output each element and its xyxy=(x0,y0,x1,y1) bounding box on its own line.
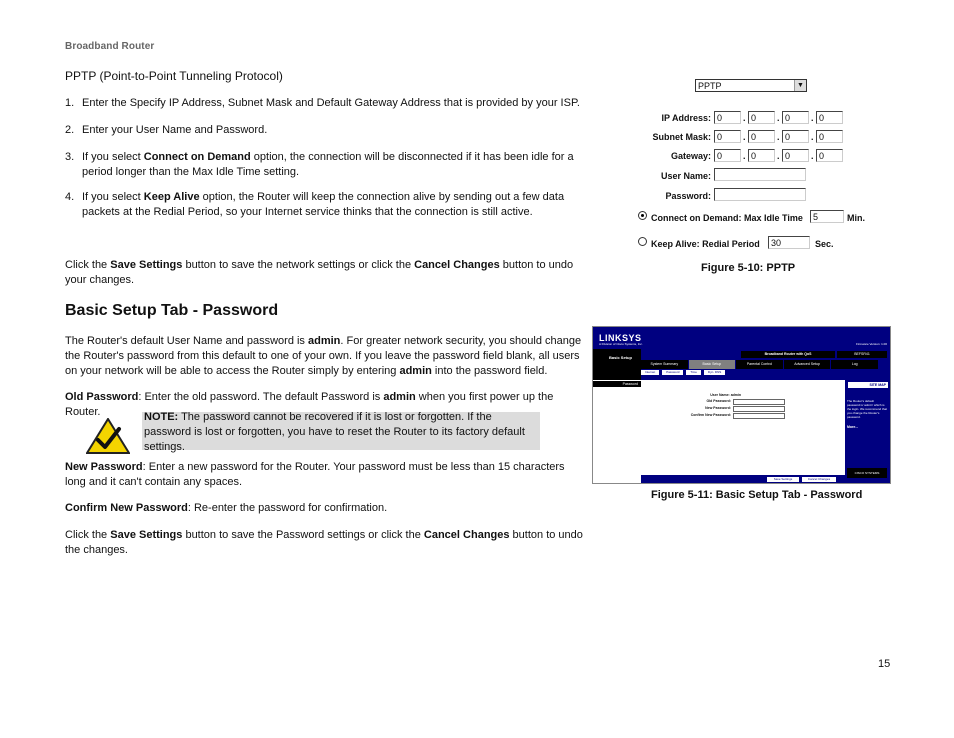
old-password-input[interactable] xyxy=(733,399,785,405)
redial-period-input[interactable]: 30 xyxy=(768,236,810,249)
old-password-para: Old Password: Enter the old password. The default Password is admin when you first power up the Router. xyxy=(65,391,554,418)
pptp-save-paragraph: Click the Save Settings button to save the network settings or click the Cancel Changes button to undo your changes. xyxy=(65,259,574,286)
pptp-heading: PPTP (Point-to-Point Tunneling Protocol) xyxy=(65,69,283,83)
save-settings-button[interactable]: Save Settings xyxy=(767,477,799,482)
ip-octet-4[interactable]: 0 xyxy=(816,111,843,124)
section-heading-password: Basic Setup Tab - Password xyxy=(65,302,279,319)
gateway-octet-1[interactable]: 0 xyxy=(714,149,741,162)
main-tabs xyxy=(641,360,879,369)
note-text: NOTE: The password cannot be recovered if it is lost or forgotten. If the password is lost or forgotten, you have to reset the Router to its factory default settings. xyxy=(144,411,525,453)
gateway-octet-2[interactable]: 0 xyxy=(748,149,775,162)
subnet-dot: . xyxy=(811,132,814,142)
cisco-logo: CISCO SYSTEMS xyxy=(847,468,887,478)
left-panel xyxy=(593,380,641,483)
warning-check-icon xyxy=(86,418,130,454)
subnet-octet-3[interactable]: 0 xyxy=(782,130,809,143)
password-save-paragraph: Click the Save Settings button to save the Password settings or click the Cancel Changes button to undo the changes. xyxy=(65,529,583,556)
tab-advanced-setup[interactable]: Advanced Setup xyxy=(784,360,832,369)
keep-alive-radio[interactable] xyxy=(638,237,647,246)
more-link[interactable]: More... xyxy=(847,425,859,429)
user-name-input[interactable] xyxy=(714,168,806,181)
subnet-mask-label: Subnet Mask: xyxy=(652,132,711,142)
connect-on-demand-label: Connect on Demand: Max Idle Time xyxy=(651,213,803,223)
tab-parental-control[interactable]: Parental Control xyxy=(736,360,784,369)
password-input[interactable] xyxy=(714,188,806,201)
gateway-dot: . xyxy=(743,151,746,161)
pptp-step-4: 4. If you select Keep Alive option, the Router will keep the connection alive by sending out a few data packets at the Redial Period, so your Internet service thinks that the connection is still active. xyxy=(65,191,565,218)
subnet-dot: . xyxy=(743,132,746,142)
gateway-dot: . xyxy=(811,151,814,161)
old-password-label: Old Password: xyxy=(706,399,731,403)
subtab-password[interactable]: Password xyxy=(662,370,683,375)
confirm-password-input[interactable] xyxy=(733,413,785,419)
new-password-label: New Password: xyxy=(705,406,731,410)
site-map-link[interactable]: SITE MAP xyxy=(848,382,888,388)
subtab-time[interactable]: Time xyxy=(686,370,701,375)
connect-on-demand-radio[interactable] xyxy=(638,211,647,220)
subnet-dot: . xyxy=(777,132,780,142)
max-idle-unit: Min. xyxy=(847,213,865,223)
gateway-dot: . xyxy=(777,151,780,161)
logo-subtitle: A Division of Cisco Systems, Inc. xyxy=(599,342,643,346)
ip-dot: . xyxy=(743,113,746,123)
username-readout: User Name: admin xyxy=(710,393,741,397)
linksys-logo: LINKSYS xyxy=(599,333,642,343)
gateway-octet-3[interactable]: 0 xyxy=(782,149,809,162)
confirm-password-label: Confirm New Password: xyxy=(690,413,731,417)
ip-octet-2[interactable]: 0 xyxy=(748,111,775,124)
redial-unit: Sec. xyxy=(815,239,834,249)
tab-log[interactable]: Log xyxy=(831,360,879,369)
ip-octet-1[interactable]: 0 xyxy=(714,111,741,124)
tab-system-summary[interactable]: System Summary xyxy=(641,360,689,369)
subnet-octet-4[interactable]: 0 xyxy=(816,130,843,143)
main-panel xyxy=(641,380,845,483)
new-password-input[interactable] xyxy=(733,406,785,412)
new-password-para: New Password: Enter a new password for the Router. Your password must be less than 15 characters long and it can't contain any spaces. xyxy=(65,461,565,488)
gateway-octet-4[interactable]: 0 xyxy=(816,149,843,162)
sub-tabs xyxy=(641,370,761,375)
pptp-step-1: 1. Enter the Specify IP Address, Subnet Mask and Default Gateway Address that is provided by your ISP. xyxy=(65,97,580,109)
chevron-down-icon: ▼ xyxy=(794,80,806,91)
subnet-octet-2[interactable]: 0 xyxy=(748,130,775,143)
product-name: Broadband Router with QoS xyxy=(741,351,835,358)
pptp-step-2: 2. Enter your User Name and Password. xyxy=(65,124,268,136)
section-title: Basic Setup xyxy=(593,349,641,380)
max-idle-time-input[interactable]: 5 xyxy=(810,210,844,223)
confirm-password-para: Confirm New Password: Re-enter the password for confirmation. xyxy=(65,502,388,514)
model-number: BEFSR41 xyxy=(837,351,887,358)
firmware-version: Firmware Version: 1.00 xyxy=(856,342,887,346)
left-section-label: Password xyxy=(593,381,641,387)
page-number: 15 xyxy=(878,658,891,670)
ip-octet-3[interactable]: 0 xyxy=(782,111,809,124)
gateway-label: Gateway: xyxy=(670,151,711,161)
keep-alive-label: Keep Alive: Redial Period xyxy=(651,239,760,249)
password-label: Password: xyxy=(665,191,711,201)
figure-5-10-caption: Figure 5-10: PPTP xyxy=(701,262,796,274)
ip-dot: . xyxy=(811,113,814,123)
connection-type-select[interactable]: PPTP ▼ xyxy=(695,79,807,92)
user-name-label: User Name: xyxy=(660,171,711,181)
cancel-changes-button[interactable]: Cancel Changes xyxy=(802,477,836,482)
tab-basic-setup[interactable]: Basic Setup xyxy=(689,360,737,369)
ip-dot: . xyxy=(777,113,780,123)
password-intro: The Router's default User Name and password is admin. For greater network security, you should change the Router's password from this default to one of your own. If you leave the password field blank, all users on your network will be able to access the Router simply by entering admin into the password field. xyxy=(65,335,582,377)
ip-address-label: IP Address: xyxy=(661,113,711,123)
figure-pptp xyxy=(630,75,880,255)
subtab-dyn-dns[interactable]: Dyn. DNS xyxy=(704,370,725,375)
pptp-step-3: 3. If you select Connect on Demand option, the connection will be disconnected if it has been idle for a period longer than the Max Idle Time setting. xyxy=(65,151,574,178)
figure-5-11-caption: Figure 5-11: Basic Setup Tab - Password xyxy=(651,489,863,501)
subnet-octet-1[interactable]: 0 xyxy=(714,130,741,143)
subtab-internet[interactable]: Internet xyxy=(641,370,659,375)
help-text: The Router's default password is 'admin' which is the login. We recommend that you change the Router's password. xyxy=(847,399,887,419)
figure-router-password-screenshot xyxy=(592,326,891,484)
running-header: Broadband Router xyxy=(65,41,155,52)
